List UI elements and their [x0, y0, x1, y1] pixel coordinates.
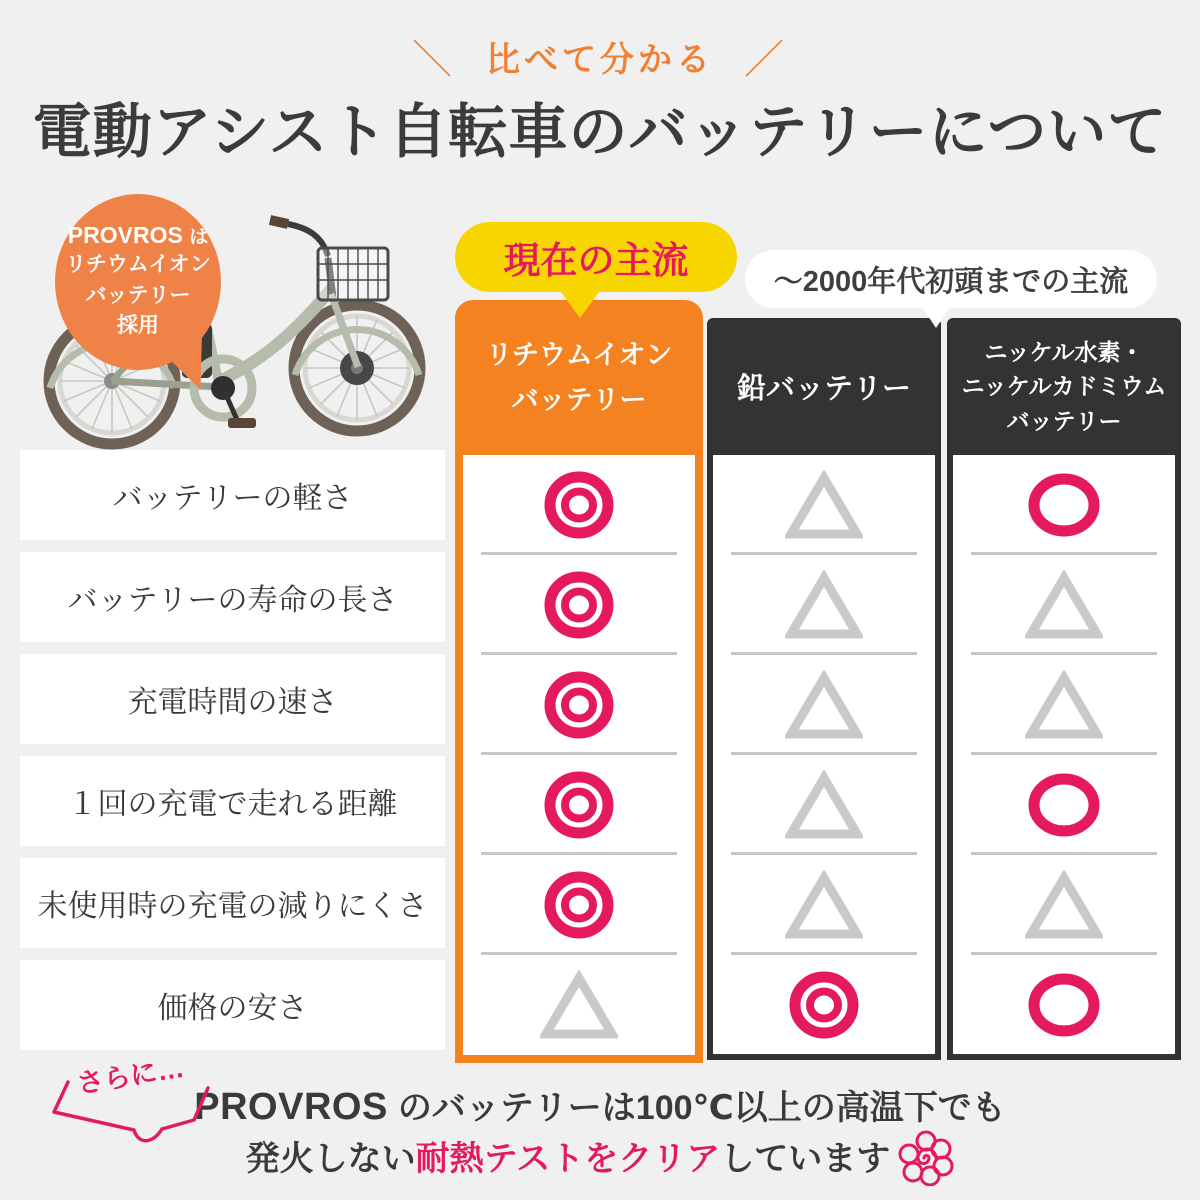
column-header-line: 鉛バッテリー: [736, 373, 911, 405]
double-circle-icon: [542, 568, 616, 642]
rating-cell: [713, 755, 935, 855]
rating-cell: [713, 855, 935, 955]
double-circle-icon: [542, 468, 616, 542]
rating-cell: [463, 555, 695, 655]
double-circle-icon: [542, 768, 616, 842]
triangle-icon: [540, 970, 618, 1040]
tagline-slash-left: ＼: [412, 38, 456, 82]
header-tagline: [0, 28, 1200, 85]
column-header-line: リチウムイオン: [485, 339, 673, 370]
rating-cell: [463, 955, 695, 1055]
column-header-lithium: [455, 300, 703, 455]
triangle-icon: [785, 770, 863, 840]
footer-line1-text: のバッテリーは100℃以上の高温下でも: [397, 1089, 1006, 1127]
triangle-icon: [1025, 670, 1103, 740]
column-header-line: バッテリー: [1006, 407, 1122, 434]
criteria-label: バッテリーの寿命の長さ: [20, 552, 445, 642]
circle-icon: [1027, 768, 1101, 842]
criteria-label: 未使用時の充電の減りにくさ: [20, 858, 445, 948]
badge-line: 採用: [117, 314, 159, 338]
circle-icon: [1027, 468, 1101, 542]
page-title: 電動アシスト自転車のバッテリーについて: [32, 99, 1168, 165]
tagline-text: 比べて分かる: [486, 41, 714, 79]
badge-particle: は: [189, 227, 209, 249]
criteria-labels: [20, 450, 445, 1062]
more-label: さらに…: [74, 1052, 187, 1100]
footer-brand: PROVROS: [194, 1086, 388, 1128]
footer-line2-segment: 耐熱テストをクリア: [415, 1140, 721, 1178]
triangle-icon: [785, 570, 863, 640]
rating-cell: [713, 955, 935, 1055]
column-ratings-lithium: [455, 455, 703, 1063]
badge-line: バッテリー: [85, 283, 191, 307]
column-header-lead: [707, 318, 941, 455]
criteria-label: 価格の安さ: [20, 960, 445, 1050]
rating-cell: [953, 855, 1175, 955]
double-circle-icon: [787, 968, 861, 1042]
column-header-line: ニッケル水素・: [984, 338, 1144, 365]
rating-cell: [463, 855, 695, 955]
rating-cell: [953, 655, 1175, 755]
double-circle-icon: [542, 668, 616, 742]
column-header-nickel: [947, 318, 1181, 455]
rating-cell: [463, 755, 695, 855]
circle-icon: [1027, 968, 1101, 1042]
triangle-icon: [785, 470, 863, 540]
footer-line2-segment: 発火しない: [245, 1140, 416, 1178]
triangle-icon: [1025, 870, 1103, 940]
more-speech-bubble: [42, 1052, 222, 1144]
rating-cell: [953, 455, 1175, 555]
badge-line: リチウムイオン: [65, 253, 211, 277]
column-ratings-lead: [707, 455, 941, 1060]
current-callout-tail: [558, 288, 602, 318]
provros-badge: [55, 194, 221, 370]
badge-brand-text: PROVROS: [67, 222, 183, 249]
rating-cell: [463, 655, 695, 755]
current-mainstream-callout: 現在の主流: [455, 222, 737, 292]
legacy-callout-tail: [920, 304, 952, 328]
legacy-mainstream-callout: ～2000年代初頭までの主流: [745, 250, 1157, 308]
criteria-label: １回の充電で走れる距離: [20, 756, 445, 846]
rating-cell: [713, 655, 935, 755]
double-circle-icon: [542, 868, 616, 942]
ebike-illustration: [22, 196, 442, 451]
footer-line2-text: [246, 1140, 891, 1178]
column-ratings-nickel: [947, 455, 1181, 1060]
rating-cell: [463, 455, 695, 555]
triangle-icon: [1025, 570, 1103, 640]
triangle-icon: [785, 870, 863, 940]
tagline-slash-right: ／: [744, 38, 788, 82]
footer-line2-segment: しています: [720, 1140, 891, 1178]
badge-brand: [68, 222, 208, 250]
rating-cell: [953, 955, 1175, 1055]
column-header-line: バッテリー: [511, 384, 647, 415]
rating-cell: [713, 455, 935, 555]
column-header-line: ニッケルカドミウム: [961, 373, 1167, 400]
rating-cell: [953, 555, 1175, 655]
criteria-label: バッテリーの軽さ: [20, 450, 445, 540]
criteria-label: 充電時間の速さ: [20, 654, 445, 744]
rating-cell: [953, 755, 1175, 855]
triangle-icon: [785, 670, 863, 740]
flower-scribble-icon: [898, 1130, 954, 1195]
rating-cell: [713, 555, 935, 655]
